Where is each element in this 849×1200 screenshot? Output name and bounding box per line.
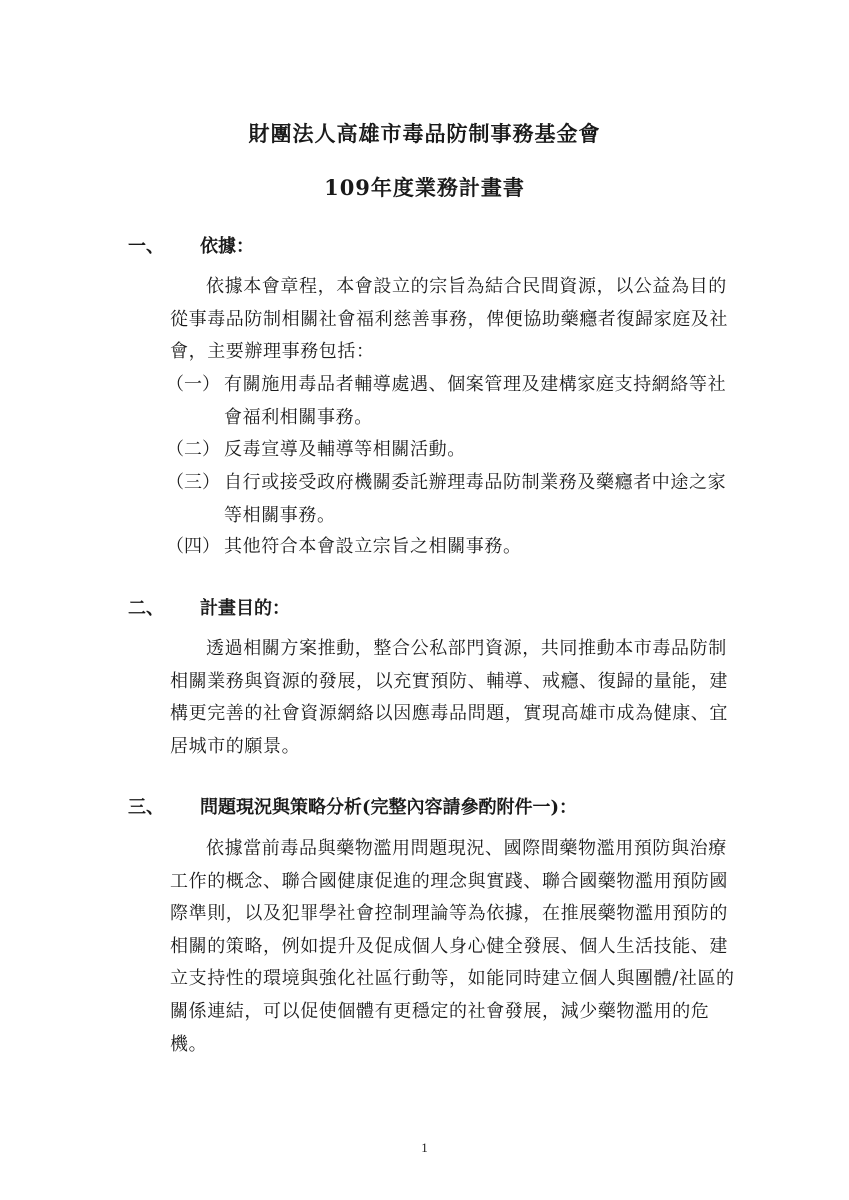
section1-heading <box>128 232 254 258</box>
section3-body-text: 依據當前毒品與藥物濫用問題現況、國際間藥物濫用預防與治療工作的概念、聯合國健康促進的理念與實踐、聯合國藥物濫用預防國際準則，以及犯罪學社會控制理論等為依據，在推展藥物濫用預防的相關的策略，例如提升及促成個人身心健全發展、個人生活技能、建立支持性的環境與強化社區行動等，如能同時建立個人與團體/社區的關係連結，可以促使個體有更穩定的社會發展，減少藥物濫用的危機。 <box>170 838 735 1055</box>
section2-title: 計畫目的： <box>200 598 290 619</box>
item-text: 有關施用毒品者輔導處遇、個案管理及建構家庭支持網絡等社會福利相關事務。 <box>224 374 727 428</box>
item-number: （三） <box>166 472 220 493</box>
section1-title: 依據： <box>200 236 254 257</box>
item-text: 自行或接受政府機關委託辦理毒品防制業務及藥癮者中途之家等相關事務。 <box>224 472 727 526</box>
section2-body <box>170 633 735 763</box>
item-number: （四） <box>166 536 220 557</box>
section1-item-3 <box>166 467 736 532</box>
item-text: 其他符合本會設立宗旨之相關事務。 <box>224 536 522 557</box>
doc-title: 109年度業務計畫書 <box>324 175 525 200</box>
org-title: 財團法人高雄市毒品防制事務基金會 <box>248 121 601 146</box>
section1-item-4 <box>166 531 736 564</box>
section1-item-1 <box>166 369 736 434</box>
section1-item-2 <box>166 434 736 467</box>
section1-intro <box>170 271 735 369</box>
section1-number: 一、 <box>128 236 164 257</box>
item-number: （一） <box>166 374 220 395</box>
section2-number: 二、 <box>128 598 164 619</box>
page-number: 1 <box>421 1140 428 1155</box>
section2-heading <box>128 594 290 620</box>
section3-number: 三、 <box>128 797 164 818</box>
section3-heading <box>128 793 577 819</box>
section3-title: 問題現況與策略分析(完整內容請參酌附件一)： <box>200 797 578 818</box>
section2-body-text: 透過相關方案推動，整合公私部門資源，共同推動本市毒品防制相關業務與資源的發展，以充實預防、輔導、戒癮、復歸的量能，建構更完善的社會資源網絡以因應毒品問題，實現高雄市成為健康、宜居城市的願景。 <box>170 638 728 757</box>
section3-body <box>170 833 735 1061</box>
item-text: 反毒宣導及輔導等相關活動。 <box>224 439 466 460</box>
item-number: （二） <box>166 439 220 460</box>
section1-intro-text: 依據本會章程，本會設立的宗旨為結合民間資源，以公益為目的從事毒品防制相關社會福利慈善事務，俾便協助藥癮者復歸家庭及社會，主要辦理事務包括： <box>170 276 728 363</box>
